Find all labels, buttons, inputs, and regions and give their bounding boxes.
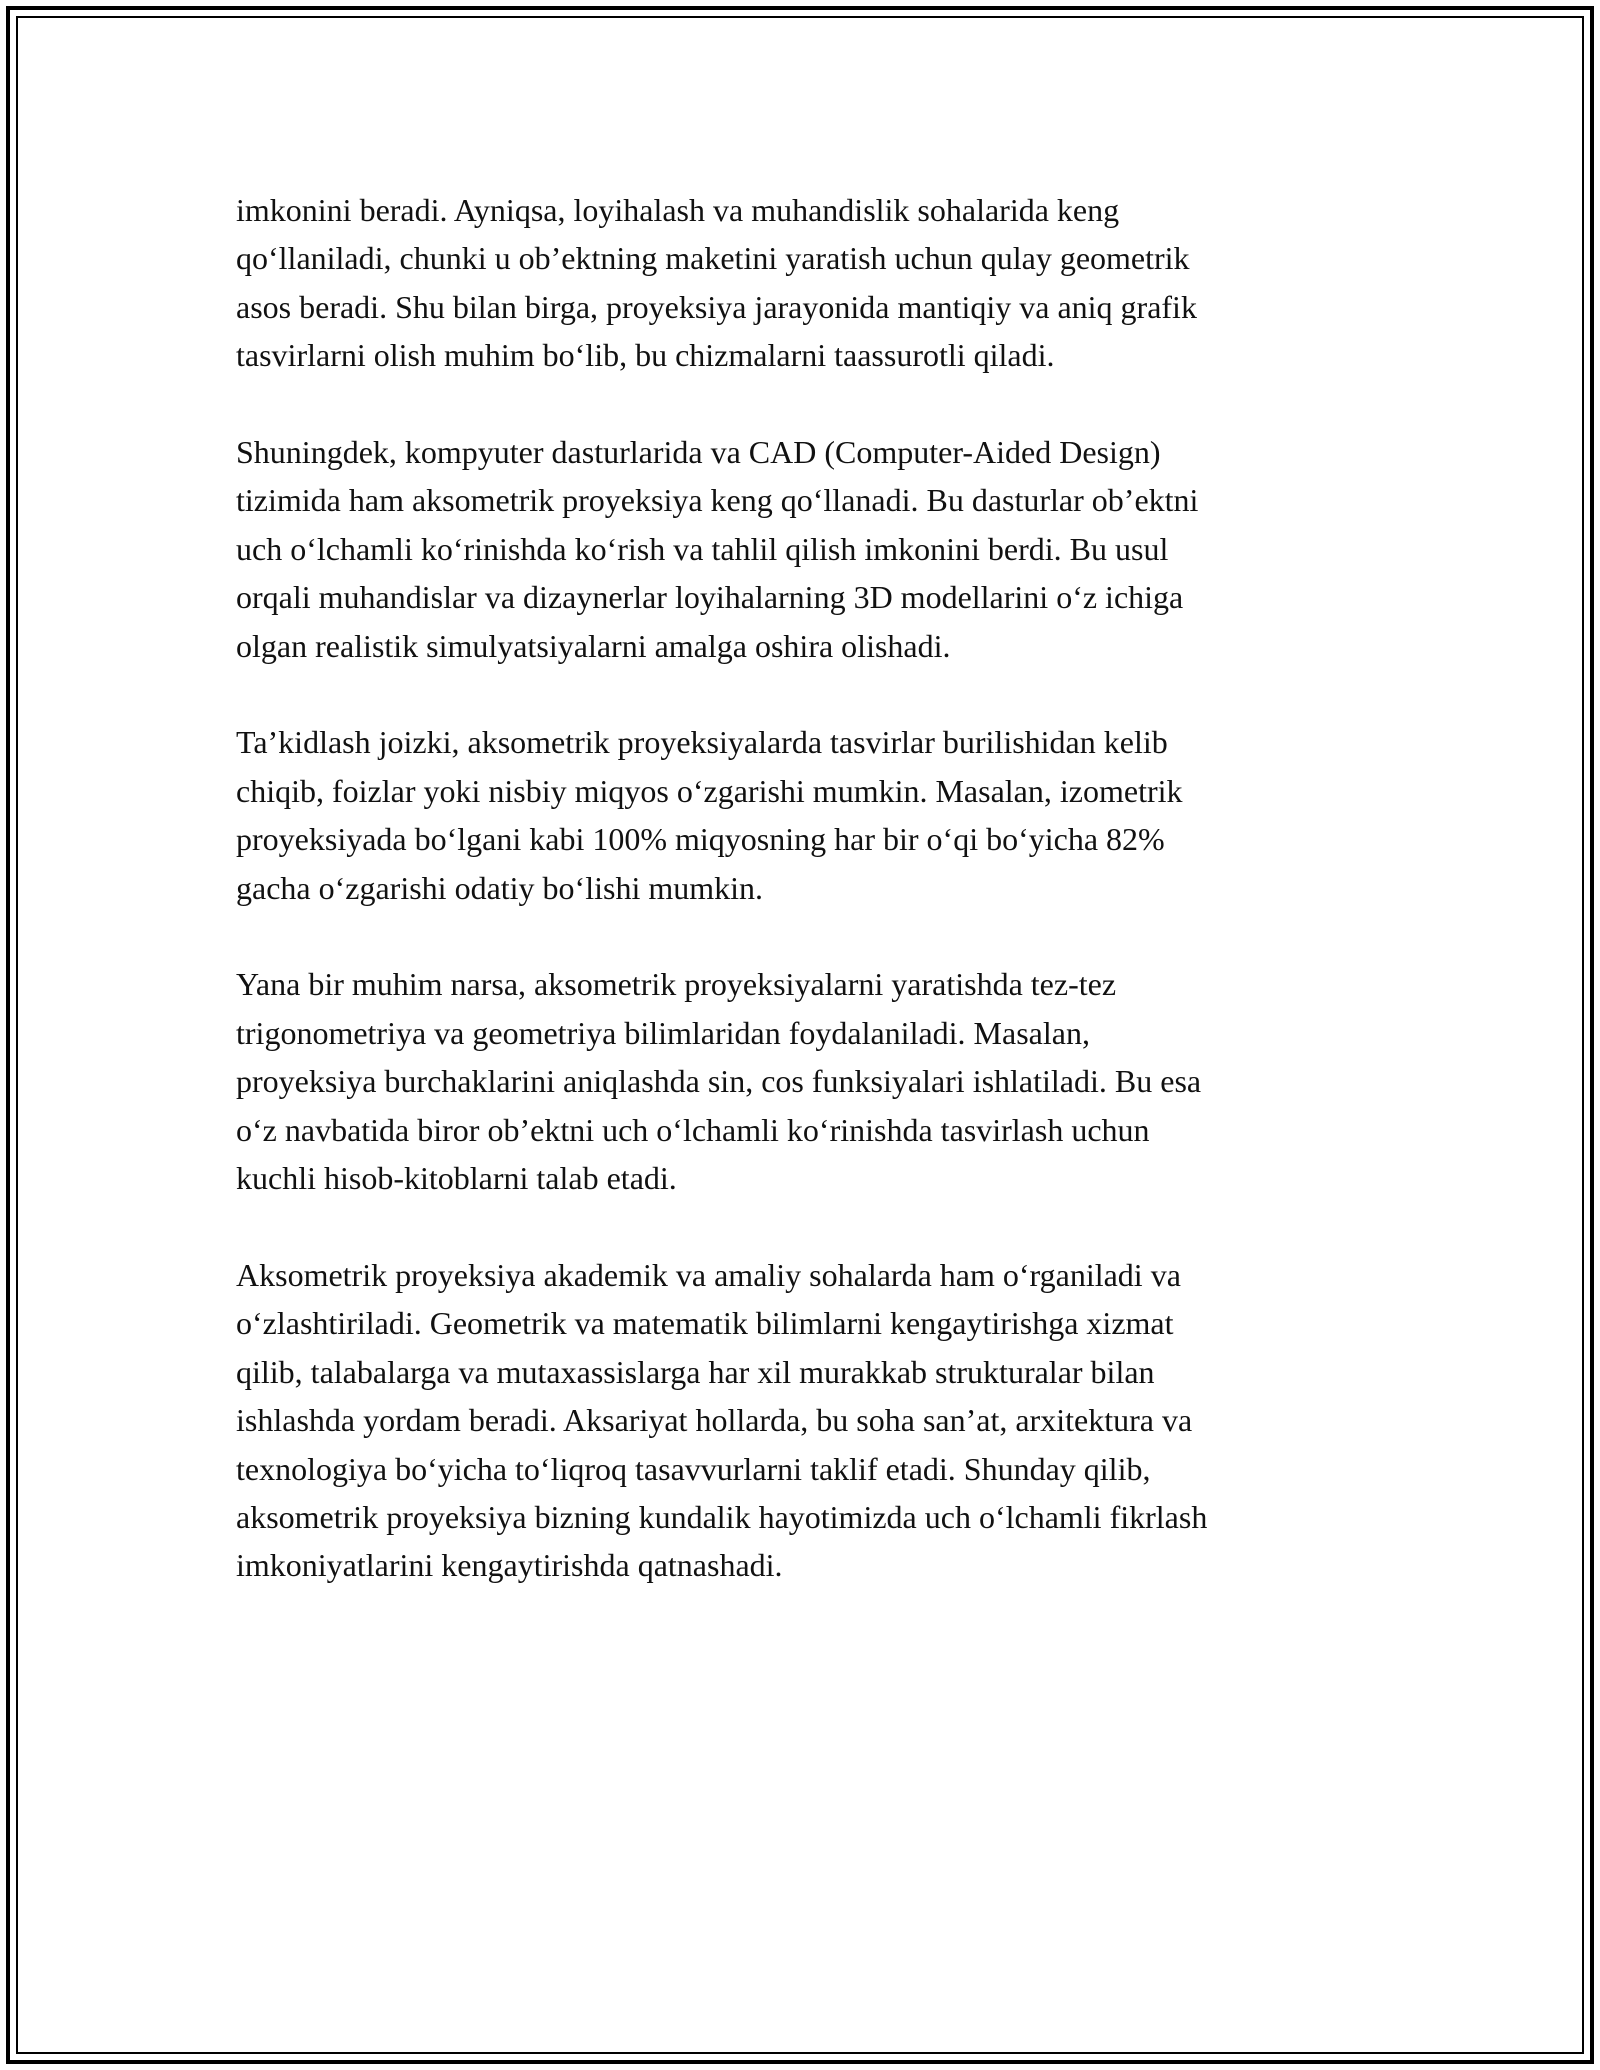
- paragraph-4: Yana bir muhim narsa, aksometrik proyeksiyalarni yaratishda tez-tez trigonometriya va geometriya bilimlaridan foydalaniladi. Masalan, proyeksiya burchaklarini aniqlashda sin, cos funksiyalari ishlatiladi. Bu esa o‘z navbatida biror ob’ektni uch o‘lchamli ko‘rinishda tasvirlash uchun kuchli hisob-kitoblarni talab etadi.: [236, 966, 1202, 1197]
- paragraph-3: Ta’kidlash joizki, aksometrik proyeksiyalarda tasvirlar burilishidan kelib chiqib, foizlar yoki nisbiy miqyos o‘zgarishi mumkin. Masalan, izometrik proyeksiyada bo‘lgani kabi 100% miqyosning har bir o‘qi bo‘yicha 82% gacha o‘zgarishi odatiy bo‘lishi mumkin.: [236, 724, 1183, 906]
- paragraph-2: Shuningdek, kompyuter dasturlarida va CAD (Computer-Aided Design) tizimida ham aksometrik proyeksiya keng qo‘llanadi. Bu dasturlar ob’ektni uch o‘lchamli ko‘rinishda ko‘rish va tahlil qilish imkonini berdi. Bu usul orqali muhandislar va dizaynerlar loyihalarning 3D modellarini o‘z ichiga olgan realistik simulyatsiyalarni amalga oshira olishadi.: [236, 434, 1199, 664]
- paragraph-5: Aksometrik proyeksiya akademik va amaliy sohalarda ham o‘rganiladi va o‘zlashtiriladi. Geometrik va matematik bilimlarni kengaytirishga xizmat qilib, talabalarga va mutaxassislarga har xil murakkab strukturalar bilan ishlashda yordam beradi. Aksariyat hollarda, bu soha san’at, arxitektura va texnologiya bo‘yicha to‘liqroq tasavvurlarni taklif etadi. Shunday qilib, aksometrik proyeksiya bizning kundalik hayotimizda uch o‘lchamli fikrlash imkoniyatlarini kengaytirishda qatnashadi.: [236, 1256, 1208, 1584]
- paragraph-1: imkonini beradi. Ayniqsa, loyihalash va muhandislik sohalarida keng qo‘llaniladi, chunki u ob’ektning maketini yaratish uchun qulay geometrik asos beradi. Shu bilan birga, proyeksiya jarayonida mantiqiy va aniq grafik tasvirlarni olish muhim bo‘lib, bu chizmalarni taassurotli qiladi.: [236, 192, 1197, 374]
- document-body: [236, 186, 1366, 1638]
